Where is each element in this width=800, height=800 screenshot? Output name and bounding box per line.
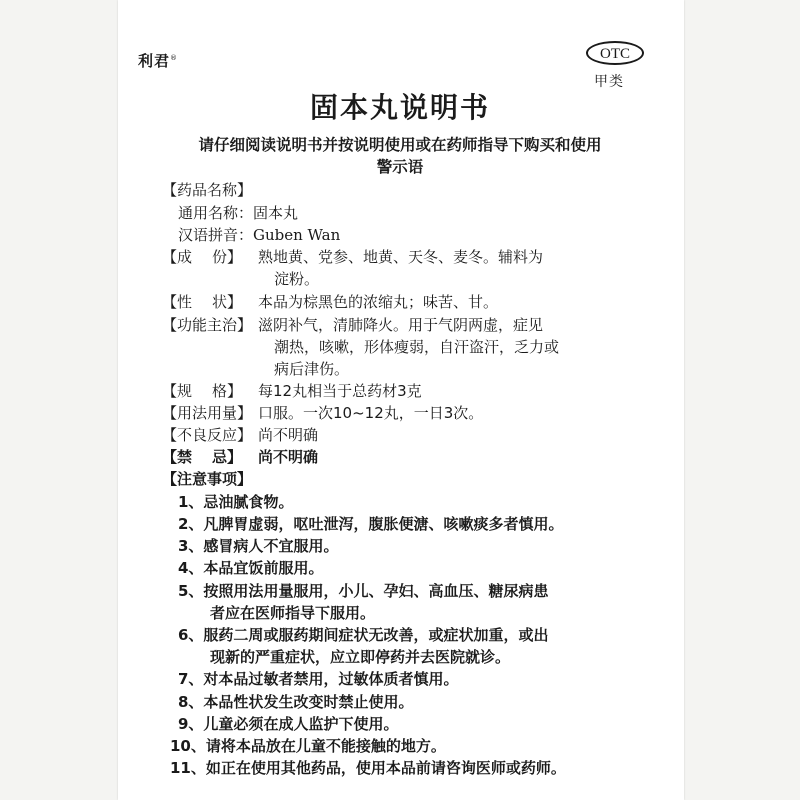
brand-logo: 利君® bbox=[138, 52, 179, 70]
precaution-item: 4、本品宜饭前服用。 bbox=[178, 559, 324, 577]
otc-class-label: 甲类 bbox=[594, 74, 624, 90]
precaution-item-continued: 者应在医师指导下服用。 bbox=[210, 604, 376, 622]
precaution-item: 9、儿童必须在成人监护下使用。 bbox=[178, 715, 399, 733]
section-label-dosage: 【用法用量】 bbox=[162, 404, 253, 422]
precaution-item: 11、如正在使用其他药品，使用本品前请咨询医师或药师。 bbox=[170, 759, 566, 777]
section-label-specification: 【规 格】 bbox=[162, 382, 242, 400]
section-label-adverse: 【不良反应】 bbox=[162, 426, 253, 444]
section-label-properties: 【性 状】 bbox=[162, 293, 242, 311]
precaution-item-continued: 现新的严重症状，应立即停药并去医院就诊。 bbox=[210, 648, 511, 666]
section-label-contraindications: 【禁 忌】 bbox=[162, 448, 242, 466]
indications-line-3: 病后津伤。 bbox=[274, 360, 350, 378]
adverse-text: 尚不明确 bbox=[258, 426, 319, 444]
contraindications-text: 尚不明确 bbox=[258, 448, 319, 466]
composition-line-2: 淀粉。 bbox=[274, 270, 320, 288]
composition-line-1: 熟地黄、党参、地黄、天冬、麦冬。辅料为 bbox=[258, 248, 544, 266]
indications-line-2: 潮热，咳嗽，形体瘦弱，自汗盗汗，乏力或 bbox=[274, 338, 560, 356]
precaution-item: 5、按照用法用量服用，小儿、孕妇、高血压、糖尿病患 bbox=[178, 582, 549, 600]
precaution-item: 3、感冒病人不宜服用。 bbox=[178, 537, 339, 555]
precaution-item: 6、服药二周或服药期间症状无改善，或症状加重，或出 bbox=[178, 626, 549, 644]
precaution-item: 1、忌油腻食物。 bbox=[178, 493, 294, 511]
section-label-indications: 【功能主治】 bbox=[162, 316, 253, 334]
precaution-item: 7、对本品过敏者禁用，过敏体质者慎用。 bbox=[178, 670, 459, 688]
section-label-composition: 【成 份】 bbox=[162, 248, 242, 266]
warning-instruction: 请仔细阅读说明书并按说明使用或在药师指导下购买和使用 bbox=[198, 136, 602, 154]
indications-line-1: 滋阴补气，清肺降火。用于气阴两虚，症见 bbox=[258, 316, 544, 334]
precaution-item: 2、凡脾胃虚弱，呕吐泄泻，腹胀便溏、咳嗽痰多者慎用。 bbox=[178, 515, 564, 533]
section-label-drug-name: 【药品名称】 bbox=[162, 181, 253, 199]
precaution-item: 10、请将本品放在儿童不能接触的地方。 bbox=[170, 737, 446, 755]
pinyin-name: 汉语拼音：Guben Wan bbox=[178, 226, 341, 244]
section-label-precautions: 【注意事项】 bbox=[162, 470, 253, 488]
warning-heading: 警示语 bbox=[376, 158, 424, 176]
properties-text: 本品为棕黑色的浓缩丸；味苦、甘。 bbox=[258, 293, 499, 311]
precaution-item: 8、本品性状发生改变时禁止使用。 bbox=[178, 693, 414, 711]
dosage-text: 口服。一次10~12丸，一日3次。 bbox=[258, 404, 484, 422]
otc-badge: OTC bbox=[586, 41, 644, 65]
document-title: 固本丸说明书 bbox=[309, 91, 490, 124]
generic-name: 通用名称：固本丸 bbox=[178, 204, 299, 222]
specification-text: 每12丸相当于总药材3克 bbox=[258, 382, 422, 400]
